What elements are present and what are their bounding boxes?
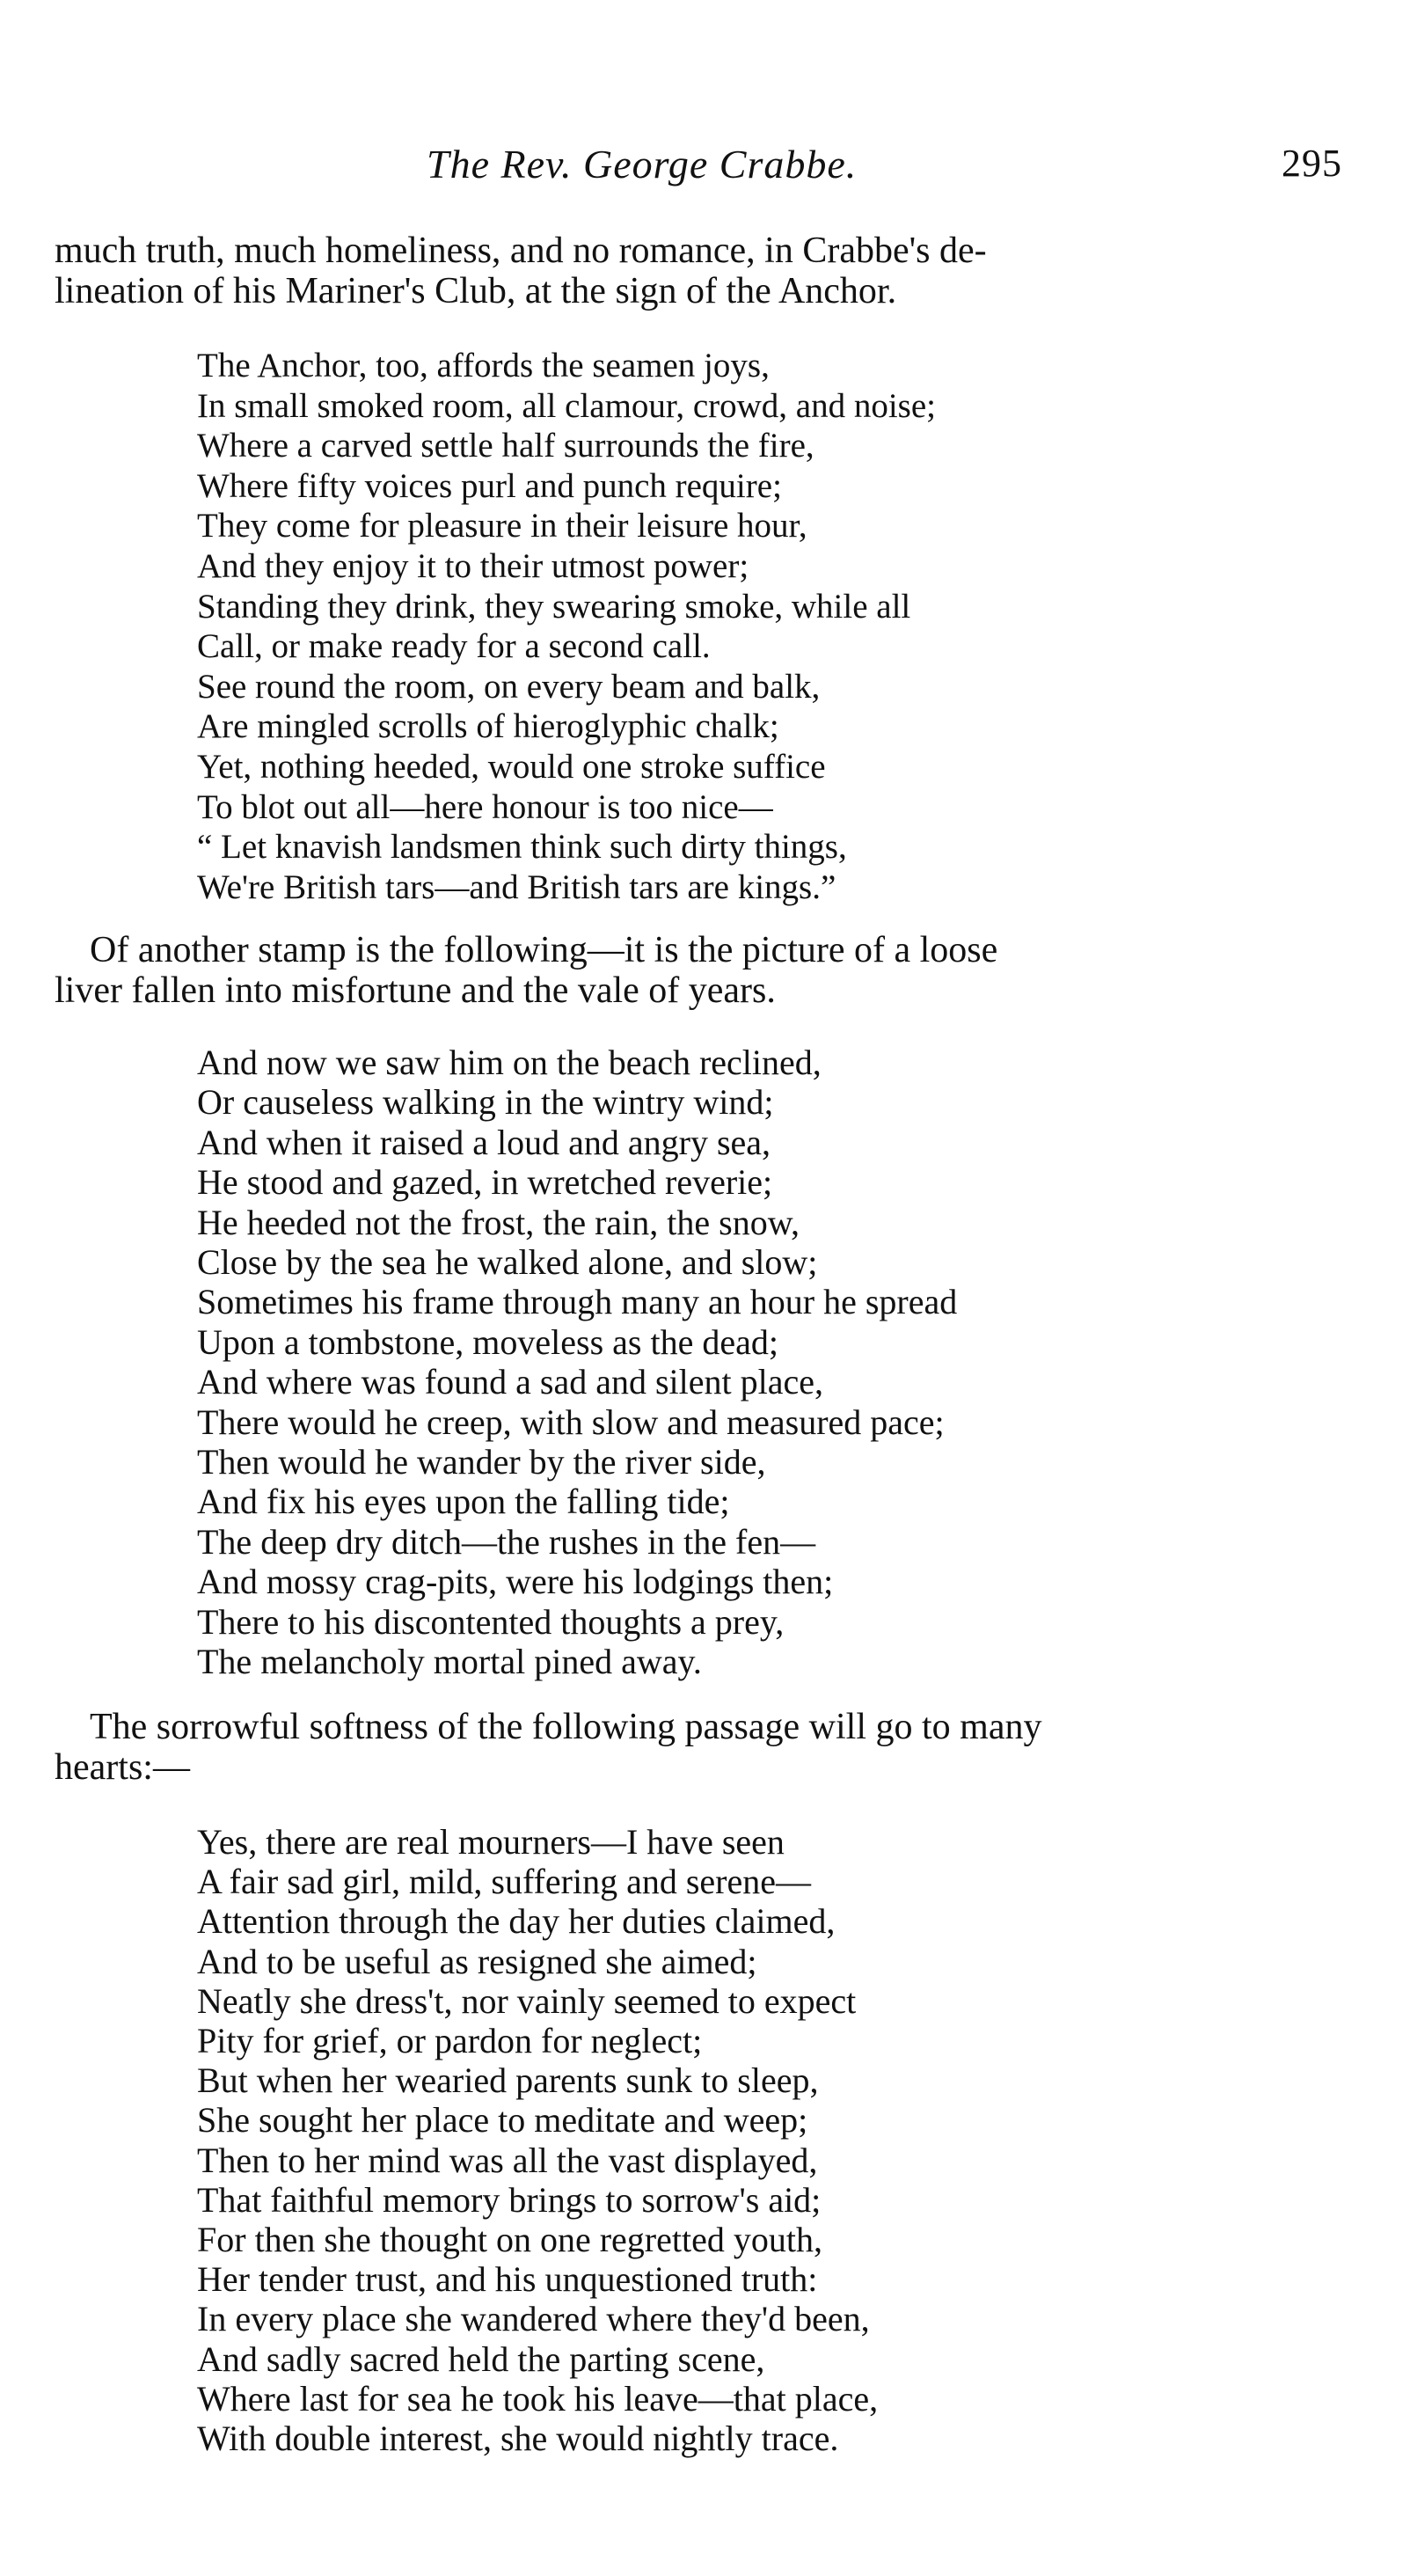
verse-line: Yes, there are real mourners—I have seen bbox=[197, 1822, 785, 1862]
verse-line: And to be useful as resigned she aimed; bbox=[197, 1941, 757, 1981]
verse-line: And sadly sacred held the parting scene, bbox=[197, 2338, 765, 2379]
verse-line: That faithful memory brings to sorrow's aid; bbox=[197, 2179, 822, 2220]
verse-line: Where last for sea he took his leave—that place, bbox=[197, 2378, 879, 2419]
verse-line: With double interest, she would nightly trace. bbox=[197, 2419, 839, 2459]
verse-line: Attention through the day her duties claimed, bbox=[197, 1901, 836, 1942]
prose-line: lineation of his Mariner's Club, at the sign of the Anchor. bbox=[55, 271, 897, 311]
prose-line: liver fallen into misfortune and the vale of years. bbox=[55, 970, 776, 1011]
verse-stanza-1 bbox=[197, 346, 936, 907]
prose-line: hearts:— bbox=[55, 1747, 190, 1788]
verse-line: Pity for grief, or pardon for neglect; bbox=[197, 2021, 703, 2061]
verse-line: We're British tars—and British tars are kings.” bbox=[197, 867, 836, 906]
verse-line: Then would he wander by the river side, bbox=[197, 1442, 766, 1482]
verse-line: And fix his eyes upon the falling tide; bbox=[197, 1482, 730, 1522]
verse-line: But when her wearied parents sunk to sleep, bbox=[197, 2060, 819, 2101]
page-header bbox=[0, 141, 1417, 194]
verse-stanza-3 bbox=[197, 1822, 878, 2458]
verse-stanza-2 bbox=[197, 1043, 957, 1682]
verse-line: The melancholy mortal pined away. bbox=[197, 1642, 702, 1682]
verse-line: And when it raised a loud and angry sea, bbox=[197, 1122, 771, 1162]
running-title: The Rev. George Crabbe. bbox=[427, 142, 858, 187]
verse-line: In every place she wandered where they'd been, bbox=[197, 2299, 870, 2339]
verse-line: They come for pleasure in their leisure hour, bbox=[197, 507, 807, 545]
verse-line: There to his discontented thoughts a prey, bbox=[197, 1601, 785, 1642]
verse-line: Neatly she dress't, nor vainly seemed to expect bbox=[197, 1980, 857, 2021]
verse-line: Call, or make ready for a second call. bbox=[197, 627, 711, 666]
prose-line: Of another stamp is the following—it is the picture of a loose bbox=[90, 930, 998, 970]
verse-line: A fair sad girl, mild, suffering and serene— bbox=[197, 1862, 811, 1902]
verse-line: And they enjoy it to their utmost power; bbox=[197, 546, 749, 585]
verse-line: And now we saw him on the beach reclined, bbox=[197, 1043, 822, 1082]
verse-line: In small smoked room, all clamour, crowd, and noise; bbox=[197, 386, 937, 425]
prose-line: The sorrowful softness of the following passage will go to many bbox=[90, 1707, 1042, 1747]
verse-line: Sometimes his frame through many an hour he spread bbox=[197, 1282, 958, 1322]
verse-line: Where fifty voices purl and punch require; bbox=[197, 466, 782, 505]
verse-line: Or causeless walking in the wintry wind; bbox=[197, 1082, 774, 1123]
verse-line: And mossy crag-pits, were his lodgings then; bbox=[197, 1562, 834, 1602]
verse-line: Standing they drink, they swearing smoke, while all bbox=[197, 587, 911, 626]
verse-line: She sought her place to meditate and weep; bbox=[197, 2100, 808, 2141]
verse-line: And where was found a sad and silent place, bbox=[197, 1362, 823, 1402]
prose-paragraph-3 bbox=[55, 1707, 1290, 1788]
page-number: 295 bbox=[1282, 142, 1342, 185]
verse-line: To blot out all—here honour is too nice— bbox=[197, 787, 773, 826]
prose-paragraph-1 bbox=[55, 231, 1290, 311]
verse-line: The Anchor, too, affords the seamen joys, bbox=[197, 347, 770, 384]
prose-paragraph-2 bbox=[55, 930, 1290, 1011]
verse-line: See round the room, on every beam and balk, bbox=[197, 667, 821, 706]
prose-line: much truth, much homeliness, and no romance, in Crabbe's de- bbox=[55, 231, 987, 271]
verse-line: Her tender trust, and his unquestioned truth: bbox=[197, 2259, 818, 2300]
verse-line: The deep dry ditch—the rushes in the fen— bbox=[197, 1521, 816, 1562]
verse-line: For then she thought on one regretted youth, bbox=[197, 2220, 822, 2260]
verse-line: Upon a tombstone, moveless as the dead; bbox=[197, 1321, 778, 1362]
verse-line: He stood and gazed, in wretched reverie; bbox=[197, 1162, 773, 1203]
verse-line: Are mingled scrolls of hieroglyphic chalk; bbox=[197, 707, 779, 746]
verse-line: Then to her mind was all the vast displayed, bbox=[197, 2140, 818, 2180]
verse-line: Close by the sea he walked alone, and slow; bbox=[197, 1242, 818, 1283]
verse-line: There would he creep, with slow and measured pace; bbox=[197, 1401, 945, 1442]
verse-line: He heeded not the frost, the rain, the snow, bbox=[197, 1202, 800, 1242]
verse-line: Yet, nothing heeded, would one stroke suffice bbox=[197, 747, 826, 786]
verse-line: “ Let knavish landsmen think such dirty things, bbox=[197, 828, 847, 867]
verse-line: Where a carved settle half surrounds the fire, bbox=[197, 427, 814, 465]
